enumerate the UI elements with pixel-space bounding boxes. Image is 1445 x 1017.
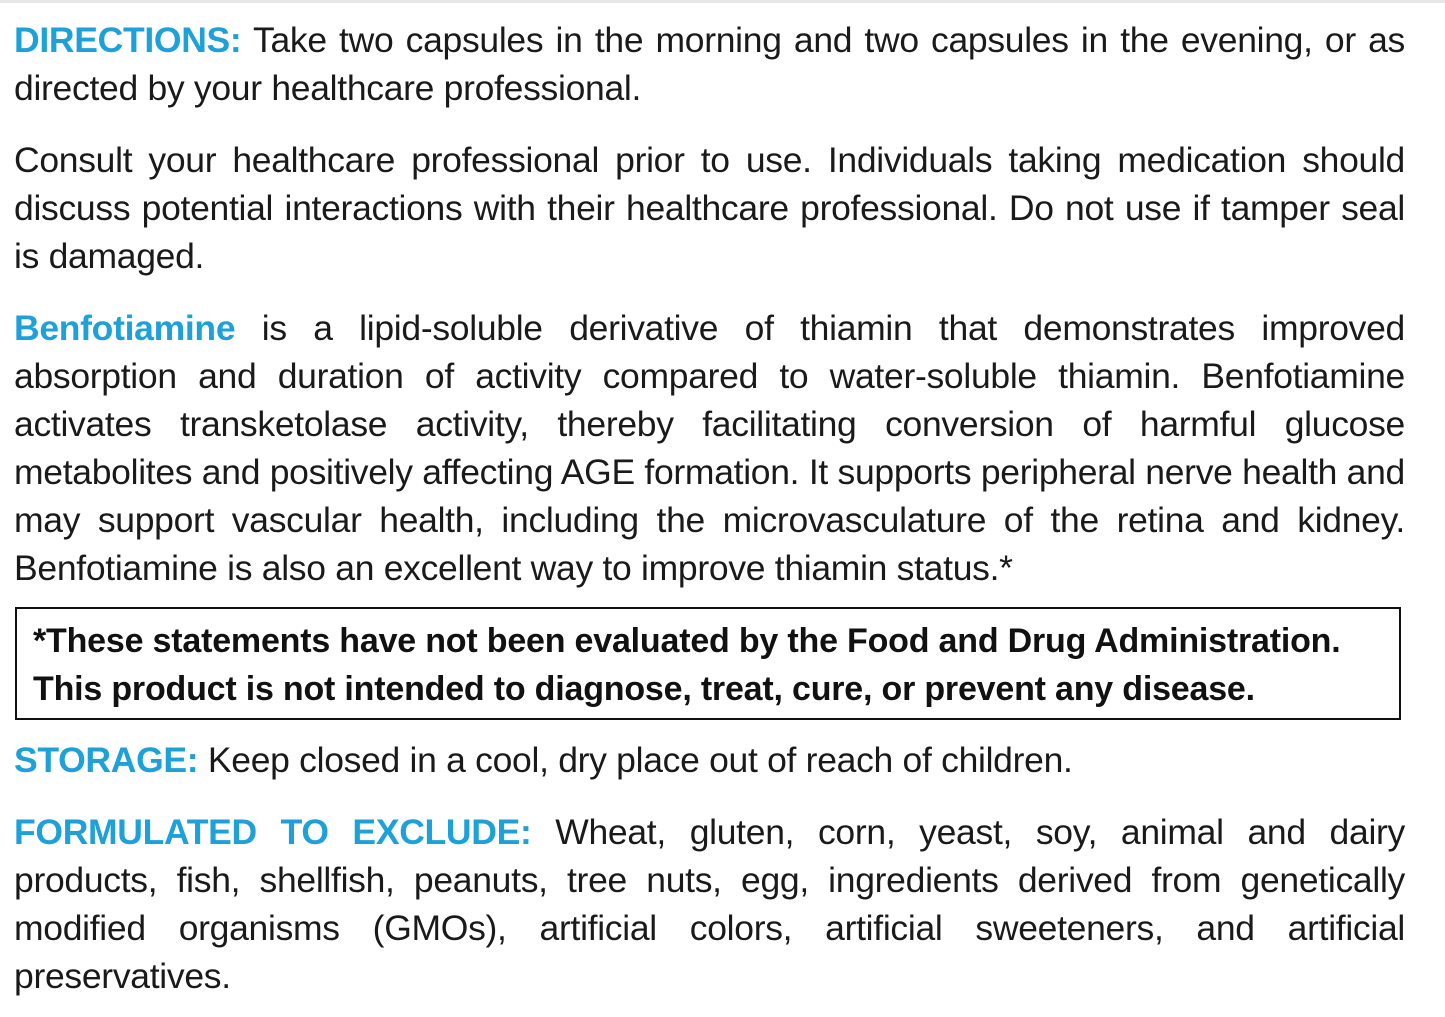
storage-paragraph [14, 736, 1405, 784]
benfotiamine-text: is a lipid-soluble derivative of thiamin that demonstrates improved absorption and duration of activity compared to water-soluble thiamin. Benfotiamine activates transketolase activity, thereby facilitating conversion of harmful glucose metabolites and positively affecting AGE formation. It supports peripheral nerve health and may support vascular health, including the microvasculature of the retina and kidney. Benfotiamine is also an excellent way to improve thiamin status.* [14, 308, 1405, 588]
disclaimer-line-2: This product is not intended to diagnose, treat, cure, or prevent any disease. [33, 670, 1255, 708]
fda-disclaimer-box [15, 607, 1401, 720]
exclude-text: Wheat, gluten, corn, yeast, soy, animal and dairy products, fish, shellfish, peanuts, tree nuts, egg, ingredients derived from genetically modified organisms (GMOs), artificial colors, artificial sweeteners, and artificial preservatives. [14, 812, 1405, 996]
disclaimer-line-1: *These statements have not been evaluated by the Food and Drug Administration. [33, 622, 1341, 660]
exclude-paragraph [14, 808, 1405, 1000]
fda-disclaimer-text [33, 617, 1340, 713]
benfotiamine-heading: Benfotiamine [14, 308, 236, 348]
storage-text: Keep closed in a cool, dry place out of reach of children. [198, 740, 1073, 780]
directions-paragraph [14, 16, 1405, 112]
exclude-heading: FORMULATED TO EXCLUDE: [14, 812, 532, 852]
directions-heading: DIRECTIONS: [14, 20, 242, 60]
top-divider [0, 0, 1445, 3]
benfotiamine-paragraph [14, 304, 1405, 592]
consult-paragraph [14, 136, 1405, 280]
storage-heading: STORAGE: [14, 740, 199, 780]
directions-text: Take two capsules in the morning and two capsules in the evening, or as directed by your healthcare professional. [14, 20, 1405, 108]
consult-text: Consult your healthcare professional prior to use. Individuals taking medication should discuss potential interactions with their healthcare professional. Do not use if tamper seal is damaged. [14, 140, 1405, 276]
